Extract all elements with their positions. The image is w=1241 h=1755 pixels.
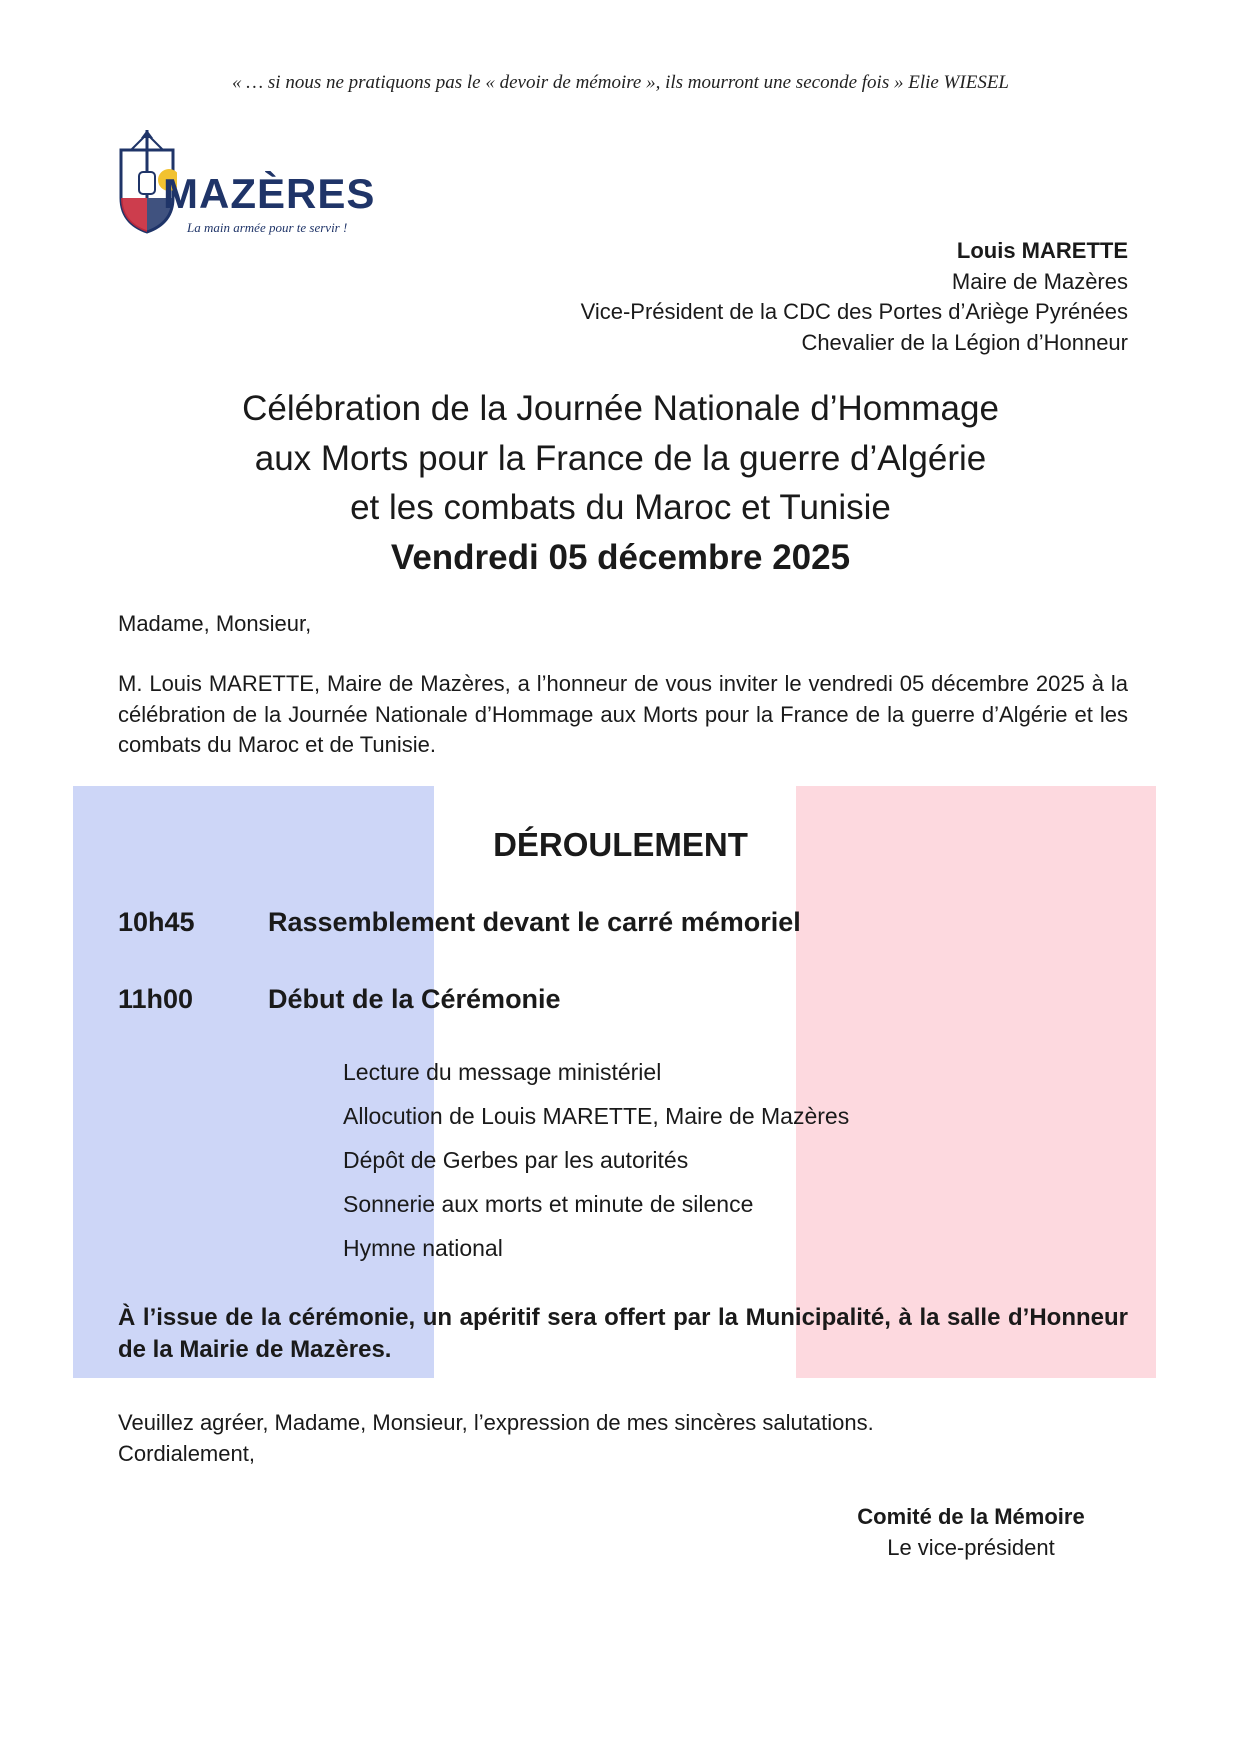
title-line-1: Célébration de la Journée Nationale d’Hommage bbox=[242, 389, 999, 428]
ceremony-step: Dépôt de Gerbes par les autorités bbox=[343, 1147, 689, 1173]
sender-name: Louis MARETTE bbox=[956, 238, 1128, 263]
logo-wordmark: MAZÈRES bbox=[163, 170, 376, 217]
event-date: Vendredi 05 décembre 2025 bbox=[390, 537, 851, 577]
ceremony-step: Hymne national bbox=[343, 1235, 503, 1261]
schedule-event: Rassemblement devant le carré mémoriel bbox=[268, 907, 801, 937]
regards-block bbox=[118, 1408, 874, 1469]
closing-notice: À l’issue de la cérémonie, un apéritif sera offert par la Municipalité, à la salle d’Honneur de la Mairie de Mazères. bbox=[118, 1304, 1128, 1363]
sender-title-honor: Chevalier de la Légion d’Honneur bbox=[801, 329, 1128, 355]
epigraph-quote: « … si nous ne pratiquons pas le « devoir de mémoire », ils mourront une seconde fois » Elie WIESEL bbox=[232, 72, 1009, 93]
ceremony-steps bbox=[343, 1057, 849, 1277]
greeting: Madame, Monsieur, bbox=[118, 611, 312, 636]
regards-line: Veuillez agréer, Madame, Monsieur, l’expression de mes sincères salutations. bbox=[118, 1410, 874, 1435]
signature-org: Comité de la Mémoire bbox=[857, 1504, 1085, 1529]
schedule-time: 11h00 bbox=[118, 984, 194, 1014]
ceremony-step: Sonnerie aux morts et minute de silence bbox=[343, 1191, 754, 1217]
mazeres-logo bbox=[117, 128, 376, 238]
sender-title-vp: Vice-Président de la CDC des Portes d’Ariège Pyrénées bbox=[580, 299, 1128, 324]
event-title bbox=[0, 384, 1241, 582]
sender-block bbox=[581, 236, 1128, 358]
flag-band-red bbox=[796, 786, 1156, 1378]
schedule-event: Début de la Cérémonie bbox=[268, 984, 561, 1014]
signature-role: Le vice-président bbox=[887, 1534, 1055, 1560]
title-line-3: et les combats du Maroc et Tunisie bbox=[350, 488, 891, 527]
program-heading: DÉROULEMENT bbox=[493, 826, 748, 863]
sender-title-mayor: Maire de Mazères bbox=[951, 268, 1128, 294]
regards-signoff: Cordialement, bbox=[118, 1440, 255, 1466]
signature-block bbox=[856, 1502, 1086, 1563]
intro-paragraph: M. Louis MARETTE, Maire de Mazères, a l’honneur de vous inviter le vendredi 05 décembre 2025 à la célébration de la Journée Nationale d’Hommage aux Morts pour la France de la guerre d’Algérie et les combats du Maroc et de Tunisie. bbox=[118, 671, 1128, 757]
title-line-2: aux Morts pour la France de la guerre d’Algérie bbox=[254, 438, 987, 478]
ceremony-step: Allocution de Louis MARETTE, Maire de Mazères bbox=[343, 1103, 850, 1129]
logo-slogan: La main armée pour te servir ! bbox=[187, 220, 348, 235]
schedule-time: 10h45 bbox=[118, 907, 195, 937]
ceremony-step: Lecture du message ministériel bbox=[343, 1059, 662, 1085]
